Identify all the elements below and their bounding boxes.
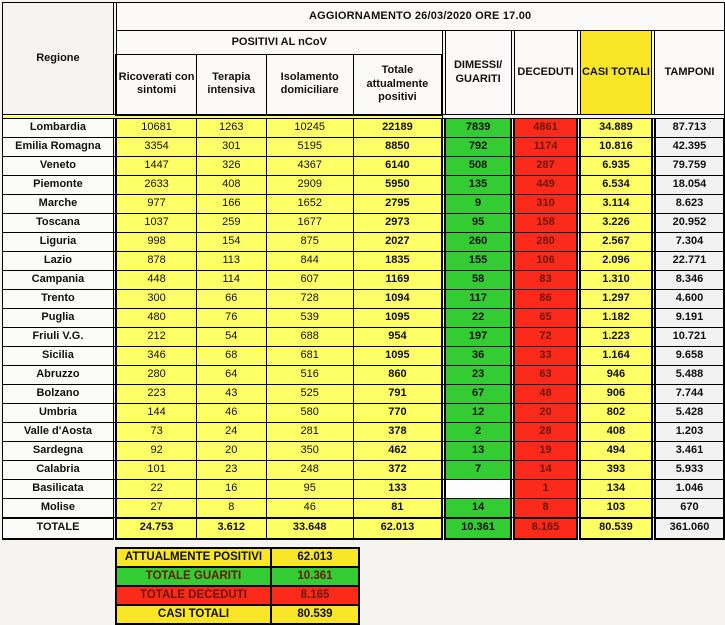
isolamento-cell: 46 [266,499,353,518]
dimessi-guariti-cell: 36 [445,347,511,366]
deceduti-cell: 33 [514,347,577,366]
tamponi-cell: 10.721 [655,328,724,347]
ricoverati-cell: 300 [116,290,196,309]
totale-positivi-cell: 378 [353,423,442,442]
region-data-row [3,442,725,461]
column-header-totale-positivi: Totale attualmente positivi [353,55,442,115]
total-casi-cell: 80.539 [580,518,652,539]
region-data-row [3,385,725,404]
deceduti-cell: 280 [514,233,577,252]
region-data-row [3,290,725,309]
totale-positivi-cell: 1094 [353,290,442,309]
ricoverati-cell: 144 [116,404,196,423]
region-data-row [3,480,725,499]
total-tamponi-cell: 361.060 [655,518,724,539]
isolamento-cell: 728 [266,290,353,309]
tamponi-cell: 79.759 [655,157,724,176]
isolamento-cell: 607 [266,271,353,290]
total-isolamento-cell: 33.648 [266,518,353,539]
terapia-intensiva-cell: 301 [196,138,266,157]
casi-totali-cell: 393 [580,461,652,480]
totale-positivi-cell: 81 [353,499,442,518]
casi-totali-cell: 34.889 [580,119,652,138]
tamponi-cell: 22.771 [655,252,724,271]
tamponi-cell: 9.658 [655,347,724,366]
casi-totali-cell: 1.297 [580,290,652,309]
isolamento-cell: 580 [266,404,353,423]
deceduti-cell: 14 [514,461,577,480]
ricoverati-cell: 223 [116,385,196,404]
terapia-intensiva-cell: 20 [196,442,266,461]
region-data-row [3,309,725,328]
deceduti-cell: 310 [514,195,577,214]
dimessi-guariti-cell: 2 [445,423,511,442]
ricoverati-cell: 92 [116,442,196,461]
deceduti-cell: 449 [514,176,577,195]
totale-positivi-cell: 6140 [353,157,442,176]
ricoverati-cell: 280 [116,366,196,385]
totale-positivi-cell: 1835 [353,252,442,271]
terapia-intensiva-cell: 23 [196,461,266,480]
summary-row-casi-totali [116,605,359,624]
tamponi-cell: 9.191 [655,309,724,328]
summary-value: 62.013 [271,548,359,567]
dimessi-guariti-cell: 95 [445,214,511,233]
terapia-intensiva-cell: 166 [196,195,266,214]
ricoverati-cell: 3354 [116,138,196,157]
deceduti-cell: 287 [514,157,577,176]
casi-totali-cell: 1.310 [580,271,652,290]
ricoverati-cell: 27 [116,499,196,518]
casi-totali-cell: 3.114 [580,195,652,214]
isolamento-cell: 281 [266,423,353,442]
tamponi-cell: 7.744 [655,385,724,404]
deceduti-cell: 65 [514,309,577,328]
region-data-row [3,195,725,214]
region-data-row [3,252,725,271]
terapia-intensiva-cell: 64 [196,366,266,385]
column-header-casi-totali: CASI TOTALI [580,31,652,115]
summary-label: TOTALE GUARITI [116,567,271,586]
totale-positivi-cell: 22189 [353,119,442,138]
region-data-row [3,157,725,176]
isolamento-cell: 525 [266,385,353,404]
totale-positivi-cell: 954 [353,328,442,347]
totale-positivi-cell: 5950 [353,176,442,195]
deceduti-cell: 8 [514,499,577,518]
totale-positivi-cell: 791 [353,385,442,404]
deceduti-cell: 4861 [514,119,577,138]
terapia-intensiva-cell: 154 [196,233,266,252]
ricoverati-cell: 101 [116,461,196,480]
column-header-terapia-intensiva: Terapia intensiva [196,55,266,115]
tamponi-cell: 4.600 [655,290,724,309]
summary-value: 8.165 [271,586,359,605]
tamponi-cell: 1.046 [655,480,724,499]
deceduti-cell: 72 [514,328,577,347]
title-row [3,3,725,31]
region-name-cell: Trento [3,290,114,309]
tamponi-cell: 8.346 [655,271,724,290]
region-data-row [3,423,725,442]
summary-value: 10.361 [271,567,359,586]
casi-totali-cell: 1.223 [580,328,652,347]
covid-regions-table [2,2,725,540]
table-title: AGGIORNAMENTO 26/03/2020 ORE 17.00 [116,3,724,31]
casi-totali-cell: 408 [580,423,652,442]
total-deceduti-cell: 8.165 [514,518,577,539]
casi-totali-cell: 103 [580,499,652,518]
ricoverati-cell: 480 [116,309,196,328]
terapia-intensiva-cell: 43 [196,385,266,404]
deceduti-cell: 20 [514,404,577,423]
casi-totali-cell: 1.182 [580,309,652,328]
dimessi-guariti-cell: 9 [445,195,511,214]
region-name-cell: Valle d'Aosta [3,423,114,442]
ricoverati-cell: 1447 [116,157,196,176]
deceduti-cell: 28 [514,423,577,442]
region-name-cell: Piemonte [3,176,114,195]
casi-totali-cell: 494 [580,442,652,461]
ricoverati-cell: 977 [116,195,196,214]
totale-positivi-cell: 8850 [353,138,442,157]
tamponi-cell: 20.952 [655,214,724,233]
region-data-row [3,119,725,138]
deceduti-cell: 158 [514,214,577,233]
ricoverati-cell: 212 [116,328,196,347]
ricoverati-cell: 2633 [116,176,196,195]
region-data-row [3,233,725,252]
isolamento-cell: 875 [266,233,353,252]
dimessi-guariti-cell: 117 [445,290,511,309]
terapia-intensiva-cell: 66 [196,290,266,309]
region-data-row [3,328,725,347]
region-name-cell: Liguria [3,233,114,252]
dimessi-guariti-cell: 22 [445,309,511,328]
dimessi-guariti-cell: 7 [445,461,511,480]
ricoverati-cell: 346 [116,347,196,366]
terapia-intensiva-cell: 68 [196,347,266,366]
totale-positivi-cell: 1169 [353,271,442,290]
region-name-cell: Lazio [3,252,114,271]
totale-positivi-cell: 462 [353,442,442,461]
region-data-row [3,176,725,195]
summary-label: CASI TOTALI [116,605,271,624]
casi-totali-cell: 134 [580,480,652,499]
column-header-isolamento: Isolamento domiciliare [266,55,353,115]
tamponi-cell: 42.395 [655,138,724,157]
casi-totali-cell: 6.534 [580,176,652,195]
terapia-intensiva-cell: 259 [196,214,266,233]
totale-positivi-cell: 372 [353,461,442,480]
isolamento-cell: 844 [266,252,353,271]
tamponi-cell: 87.713 [655,119,724,138]
region-name-cell: Basilicata [3,480,114,499]
region-name-cell: Friuli V.G. [3,328,114,347]
ricoverati-cell: 448 [116,271,196,290]
terapia-intensiva-cell: 326 [196,157,266,176]
column-header-ricoverati: Ricoverati con sintomi [116,55,196,115]
casi-totali-cell: 906 [580,385,652,404]
region-name-cell: Bolzano [3,385,114,404]
tamponi-cell: 1.203 [655,423,724,442]
isolamento-cell: 350 [266,442,353,461]
region-data-row [3,404,725,423]
region-name-cell: Puglia [3,309,114,328]
region-name-cell: Emilia Romagna [3,138,114,157]
deceduti-cell: 1174 [514,138,577,157]
totale-positivi-cell: 2027 [353,233,442,252]
isolamento-cell: 539 [266,309,353,328]
tamponi-cell: 3.461 [655,442,724,461]
totals-row [3,518,725,539]
total-label-cell: TOTALE [3,518,114,539]
tamponi-cell: 8.623 [655,195,724,214]
column-header-tamponi: TAMPONI [655,31,724,115]
region-name-cell: Campania [3,271,114,290]
casi-totali-cell: 1.164 [580,347,652,366]
ricoverati-cell: 10681 [116,119,196,138]
casi-totali-cell: 10.816 [580,138,652,157]
ricoverati-cell: 878 [116,252,196,271]
region-name-cell: Sicilia [3,347,114,366]
casi-totali-cell: 2.096 [580,252,652,271]
total-guariti-cell: 10.361 [445,518,511,539]
region-name-cell: Sardegna [3,442,114,461]
isolamento-cell: 1677 [266,214,353,233]
region-data-row [3,461,725,480]
terapia-intensiva-cell: 8 [196,499,266,518]
terapia-intensiva-cell: 46 [196,404,266,423]
dimessi-guariti-cell: 13 [445,442,511,461]
deceduti-cell: 19 [514,442,577,461]
terapia-intensiva-cell: 16 [196,480,266,499]
deceduti-cell: 1 [514,480,577,499]
totale-positivi-cell: 2973 [353,214,442,233]
tamponi-cell: 5.488 [655,366,724,385]
total-ricoverati-cell: 24.753 [116,518,196,539]
summary-value: 80.539 [271,605,359,624]
isolamento-cell: 688 [266,328,353,347]
region-name-cell: Toscana [3,214,114,233]
totale-positivi-cell: 2795 [353,195,442,214]
totale-positivi-cell: 133 [353,480,442,499]
region-data-row [3,499,725,518]
ricoverati-cell: 22 [116,480,196,499]
deceduti-cell: 83 [514,271,577,290]
dimessi-guariti-cell: 135 [445,176,511,195]
casi-totali-cell: 3.226 [580,214,652,233]
dimessi-guariti-cell: 12 [445,404,511,423]
summary-label: ATTUALMENTE POSITIVI [116,548,271,567]
tamponi-cell: 5.933 [655,461,724,480]
terapia-intensiva-cell: 24 [196,423,266,442]
table-body [3,119,725,518]
region-data-row [3,366,725,385]
isolamento-cell: 516 [266,366,353,385]
terapia-intensiva-cell: 54 [196,328,266,347]
terapia-intensiva-cell: 1263 [196,119,266,138]
column-header-regione: Regione [3,3,114,115]
column-header-dimessi-guariti: DIMESSI/ GUARITI [445,31,511,115]
dimessi-guariti-cell: 14 [445,499,511,518]
isolamento-cell: 1652 [266,195,353,214]
summary-row-totale-deceduti [116,586,359,605]
ricoverati-cell: 73 [116,423,196,442]
column-header-deceduti: DECEDUTI [514,31,577,115]
casi-totali-cell: 6.935 [580,157,652,176]
dimessi-guariti-cell: 23 [445,366,511,385]
terapia-intensiva-cell: 408 [196,176,266,195]
isolamento-cell: 10245 [266,119,353,138]
isolamento-cell: 681 [266,347,353,366]
dimessi-guariti-cell: 7839 [445,119,511,138]
terapia-intensiva-cell: 76 [196,309,266,328]
total-terapia-cell: 3.612 [196,518,266,539]
summary-row-attualmente-positivi [116,548,359,567]
region-data-row [3,271,725,290]
isolamento-cell: 95 [266,480,353,499]
casi-totali-cell: 2.567 [580,233,652,252]
totale-positivi-cell: 1095 [353,347,442,366]
dimessi-guariti-cell: 792 [445,138,511,157]
ricoverati-cell: 1037 [116,214,196,233]
region-name-cell: Molise [3,499,114,518]
totale-positivi-cell: 1095 [353,309,442,328]
dimessi-guariti-cell: 58 [445,271,511,290]
ricoverati-cell: 998 [116,233,196,252]
totale-positivi-cell: 770 [353,404,442,423]
group-header-positivi: POSITIVI AL nCoV [116,31,442,55]
summary-table [115,547,360,625]
casi-totali-cell: 946 [580,366,652,385]
isolamento-cell: 5195 [266,138,353,157]
tamponi-cell: 670 [655,499,724,518]
dimessi-guariti-cell: 67 [445,385,511,404]
region-data-row [3,214,725,233]
region-name-cell: Veneto [3,157,114,176]
dimessi-guariti-cell: 197 [445,328,511,347]
summary-label: TOTALE DECEDUTI [116,586,271,605]
deceduti-cell: 106 [514,252,577,271]
region-data-row [3,347,725,366]
tamponi-cell: 7.304 [655,233,724,252]
terapia-intensiva-cell: 113 [196,252,266,271]
tamponi-cell: 5.428 [655,404,724,423]
dimessi-guariti-cell [445,480,511,499]
region-name-cell: Calabria [3,461,114,480]
totale-positivi-cell: 860 [353,366,442,385]
region-data-row [3,138,725,157]
isolamento-cell: 2909 [266,176,353,195]
region-name-cell: Abruzzo [3,366,114,385]
tamponi-cell: 18.054 [655,176,724,195]
region-name-cell: Marche [3,195,114,214]
deceduti-cell: 63 [514,366,577,385]
deceduti-cell: 86 [514,290,577,309]
region-name-cell: Umbria [3,404,114,423]
dimessi-guariti-cell: 508 [445,157,511,176]
total-positivi-cell: 62.013 [353,518,442,539]
region-name-cell: Lombardia [3,119,114,138]
isolamento-cell: 248 [266,461,353,480]
dimessi-guariti-cell: 155 [445,252,511,271]
deceduti-cell: 48 [514,385,577,404]
summary-row-totale-guariti [116,567,359,586]
isolamento-cell: 4367 [266,157,353,176]
dimessi-guariti-cell: 260 [445,233,511,252]
casi-totali-cell: 802 [580,404,652,423]
terapia-intensiva-cell: 114 [196,271,266,290]
